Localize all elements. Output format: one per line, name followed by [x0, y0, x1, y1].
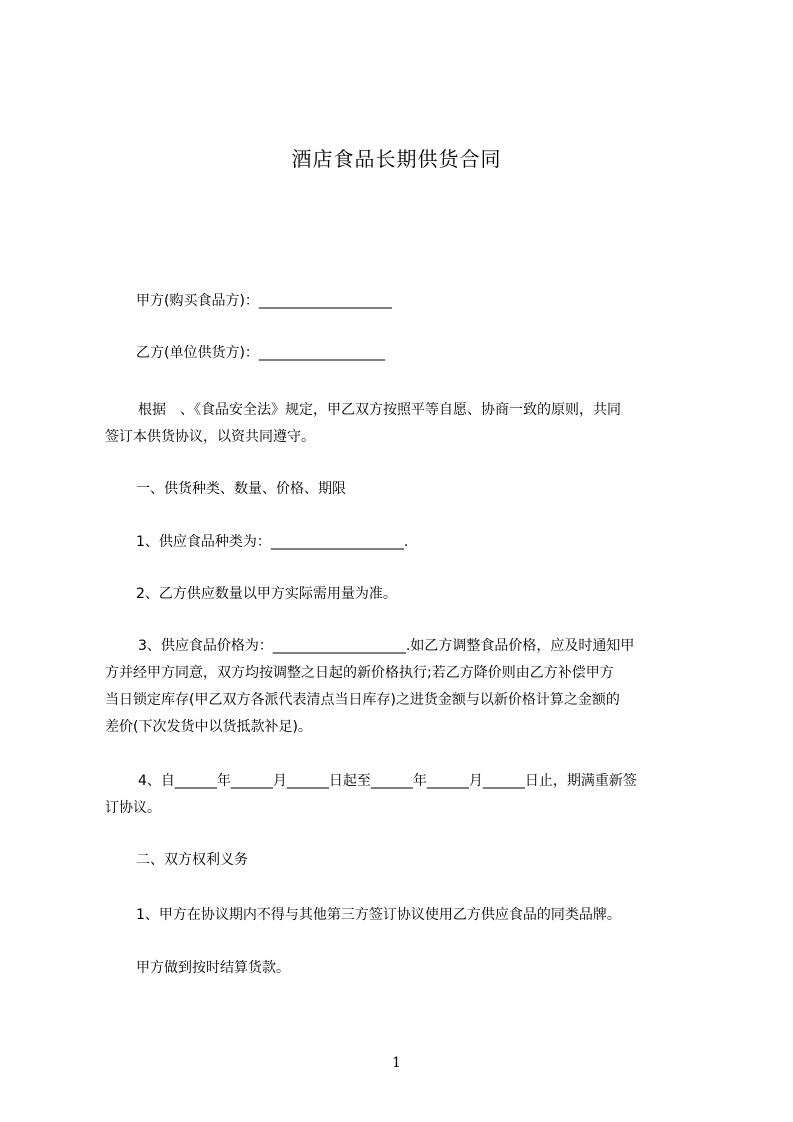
section-1-item-3-line-4: 差价(下次发货中以货抵款补足)。	[105, 719, 312, 735]
section-1-item-2: 2、乙方供应数量以甲方实际需用量为准。	[136, 586, 397, 602]
page-number: 1	[392, 1055, 401, 1071]
document-title: 酒店食品长期供货合同	[291, 147, 502, 171]
preamble-line-2: 签订本供货协议，以资共同遵守。	[105, 429, 315, 445]
section-1-item-1: 1、供应食品种类为：___________________.	[136, 534, 409, 550]
section-2-item-1: 1、甲方在协议期内不得与其他第三方签订协议使用乙方供应食品的同类品牌。	[136, 907, 621, 923]
section-2-item-2: 甲方做到按时结算货款。	[136, 960, 290, 976]
section-1-item-4-line-1: 4、自______年______月______日起至______年______月______日止，期满重新签	[138, 773, 637, 789]
preamble-line-1: 根据 、《食品安全法》规定，甲乙双方按照平等自愿、协商一致的原则，共同	[138, 402, 621, 418]
section-1-heading: 一、供货种类、数量、价格、期限	[136, 481, 346, 497]
party-b-line: 乙方(单位供货方)：__________________	[136, 345, 385, 361]
section-1-item-4-line-2: 订协议。	[105, 800, 161, 816]
party-a-line: 甲方(购买食品方)：___________________	[136, 293, 392, 309]
section-1-item-3-line-1: 3、供应食品价格为：___________________.如乙方调整食品价格，应及时通知甲	[138, 638, 635, 654]
section-1-item-3-line-3: 当日锁定库存(甲乙双方各派代表清点当日库存)之进货金额与以新价格计算之金额的	[105, 692, 620, 708]
section-1-item-3-line-2: 方并经甲方同意，双方均按调整之日起的新价格执行;若乙方降价则由乙方补偿甲方	[105, 665, 614, 681]
section-2-heading: 二、双方权利义务	[136, 852, 248, 868]
